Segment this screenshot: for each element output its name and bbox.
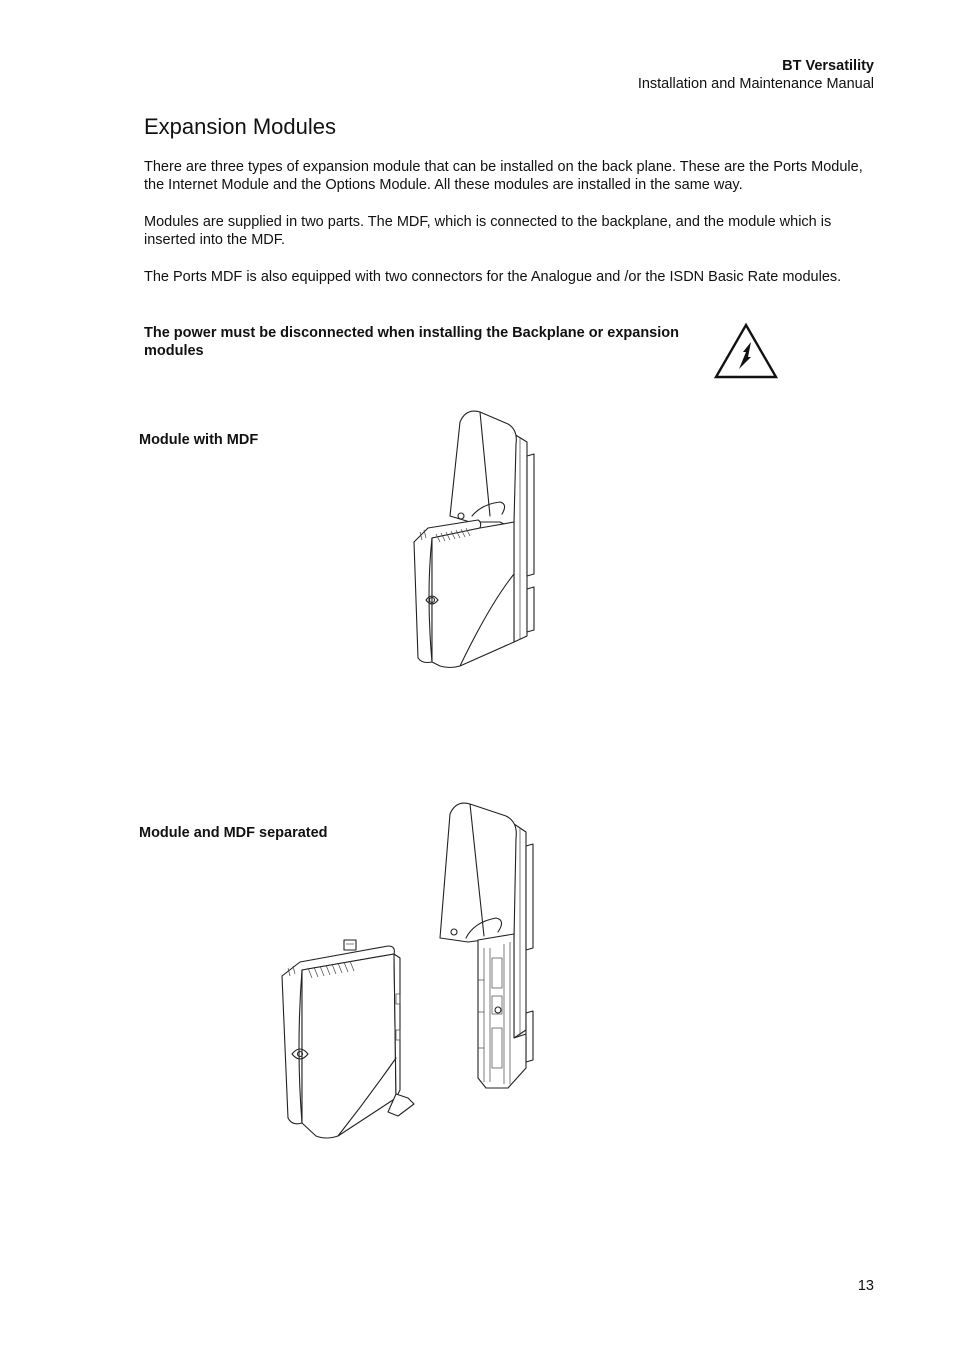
- figure-label-module-with-mdf: Module with MDF: [139, 432, 259, 448]
- paragraph-module-parts: Modules are supplied in two parts. The MDF, which is connected to the backplane, and the module which is inserted into the MDF.: [144, 214, 832, 248]
- high-voltage-warning-icon: [713, 322, 779, 380]
- page-number: 13: [857, 1278, 874, 1294]
- figure-label-module-mdf-separated: Module and MDF separated: [139, 825, 328, 841]
- paragraph-ports-mdf: The Ports MDF is also equipped with two connectors for the Analogue and /or the ISDN Basic Rate modules.: [144, 269, 842, 285]
- header-product-name: BT Versatility: [782, 58, 874, 74]
- module-mdf-separated-illustration: [278, 798, 553, 1143]
- paragraph-module-types: There are three types of expansion module that can be installed on the back plane. These are the Ports Module, the Internet Module and the Options Module. All these modules are installed in the same way.: [144, 159, 863, 193]
- header-manual-title: Installation and Maintenance Manual: [637, 76, 874, 92]
- section-title: Expansion Modules: [144, 114, 337, 139]
- power-warning-text: The power must be disconnected when installing the Backplane or expansion modules: [144, 325, 679, 359]
- module-with-mdf-illustration: [410, 404, 545, 670]
